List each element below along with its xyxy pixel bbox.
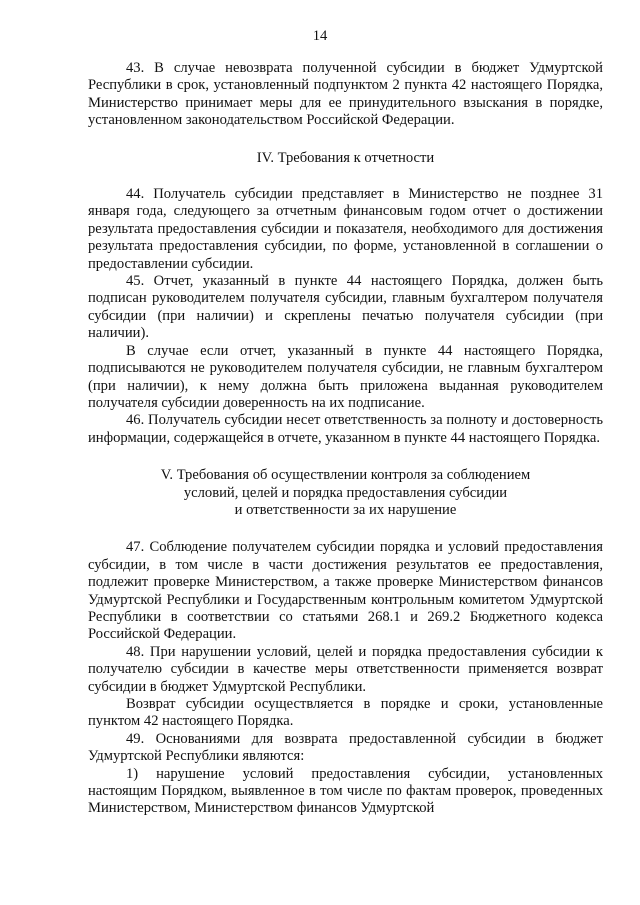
paragraph-48-continuation: Возврат субсидии осуществляется в порядке и сроки, установленные пунктом 42 настоящего Порядка.	[88, 696, 603, 730]
section-heading-v-line-2: условий, целей и порядка предоставления субсидии	[183, 484, 508, 501]
paragraph-45: 45. Отчет, указанный в пункте 44 настоящего Порядка, должен быть подписан руководителем получателя субсидии, главным бухгалтером получателя субсидии (при наличии) и скреплены печатью получателя субсидии (при наличии).	[88, 273, 603, 342]
page-number: 14	[312, 28, 328, 44]
spacer	[88, 447, 603, 467]
paragraph-47: 47. Соблюдение получателем субсидии порядка и условий предоставления субсидии, в том числе в части достижения результатов ее предоставления, подлежит проверке Министерством, а также проверке Министерством финансов Удмуртской Республики и Государственным контрольным комитетом Удмуртской Республики в соответствии со статьями 268.1 и 269.2 Бюджетного кодекса Российской Федерации.	[88, 539, 603, 643]
spacer	[88, 167, 603, 186]
page-content	[88, 60, 603, 818]
spacer	[88, 130, 603, 150]
spacer	[88, 519, 603, 539]
section-heading-iv: IV. Требования к отчетности	[256, 149, 435, 166]
paragraph-44: 44. Получатель субсидии представляет в Министерство не позднее 31 января года, следующего за отчетным финансовым годом отчет о достижении результата предоставления субсидии и показателя, необходимого для достижения результата предоставления субсидии, по форме, установленной в соглашении о предоставлении субсидии.	[88, 186, 603, 272]
paragraph-46: 46. Получатель субсидии несет ответственность за полноту и достоверность информации, содержащейся в отчете, указанном в пункте 44 настоящего Порядка.	[88, 412, 603, 446]
paragraph-43: 43. В случае невозврата полученной субсидии в бюджет Удмуртской Республики в срок, установленный подпунктом 2 пункта 42 настоящего Порядка, Министерство принимает меры для ее принудительного взыскания в порядке, установленном законодательством Российской Федерации.	[88, 60, 603, 129]
section-heading-v-line-3: и ответственности за их нарушение	[234, 501, 457, 518]
paragraph-49-item-1: 1) нарушение условий предоставления субсидии, установленных настоящим Порядком, выявленное в том числе по фактам проверок, проведенных Министерством, Министерством финансов Удмуртской	[88, 765, 603, 817]
paragraph-48: 48. При нарушении условий, целей и порядка предоставления субсидии к получателю субсидии в качестве меры ответственности применяется возврат субсидии в бюджет Удмуртской Республики.	[88, 643, 603, 695]
section-heading-v	[88, 467, 603, 519]
paragraph-49: 49. Основаниями для возврата предоставленной субсидии в бюджет Удмуртской Республики являются:	[88, 730, 603, 765]
paragraph-45-continuation: В случае если отчет, указанный в пункте 44 настоящего Порядка, подписываются не руководителем получателя субсидии, не главным бухгалтером (при наличии), к нему должна быть приложена выданная руководителем получателя субсидии доверенность на их подписание.	[88, 342, 603, 411]
section-heading-v-line-1: V. Требования об осуществлении контроля за соблюдением	[160, 467, 531, 484]
